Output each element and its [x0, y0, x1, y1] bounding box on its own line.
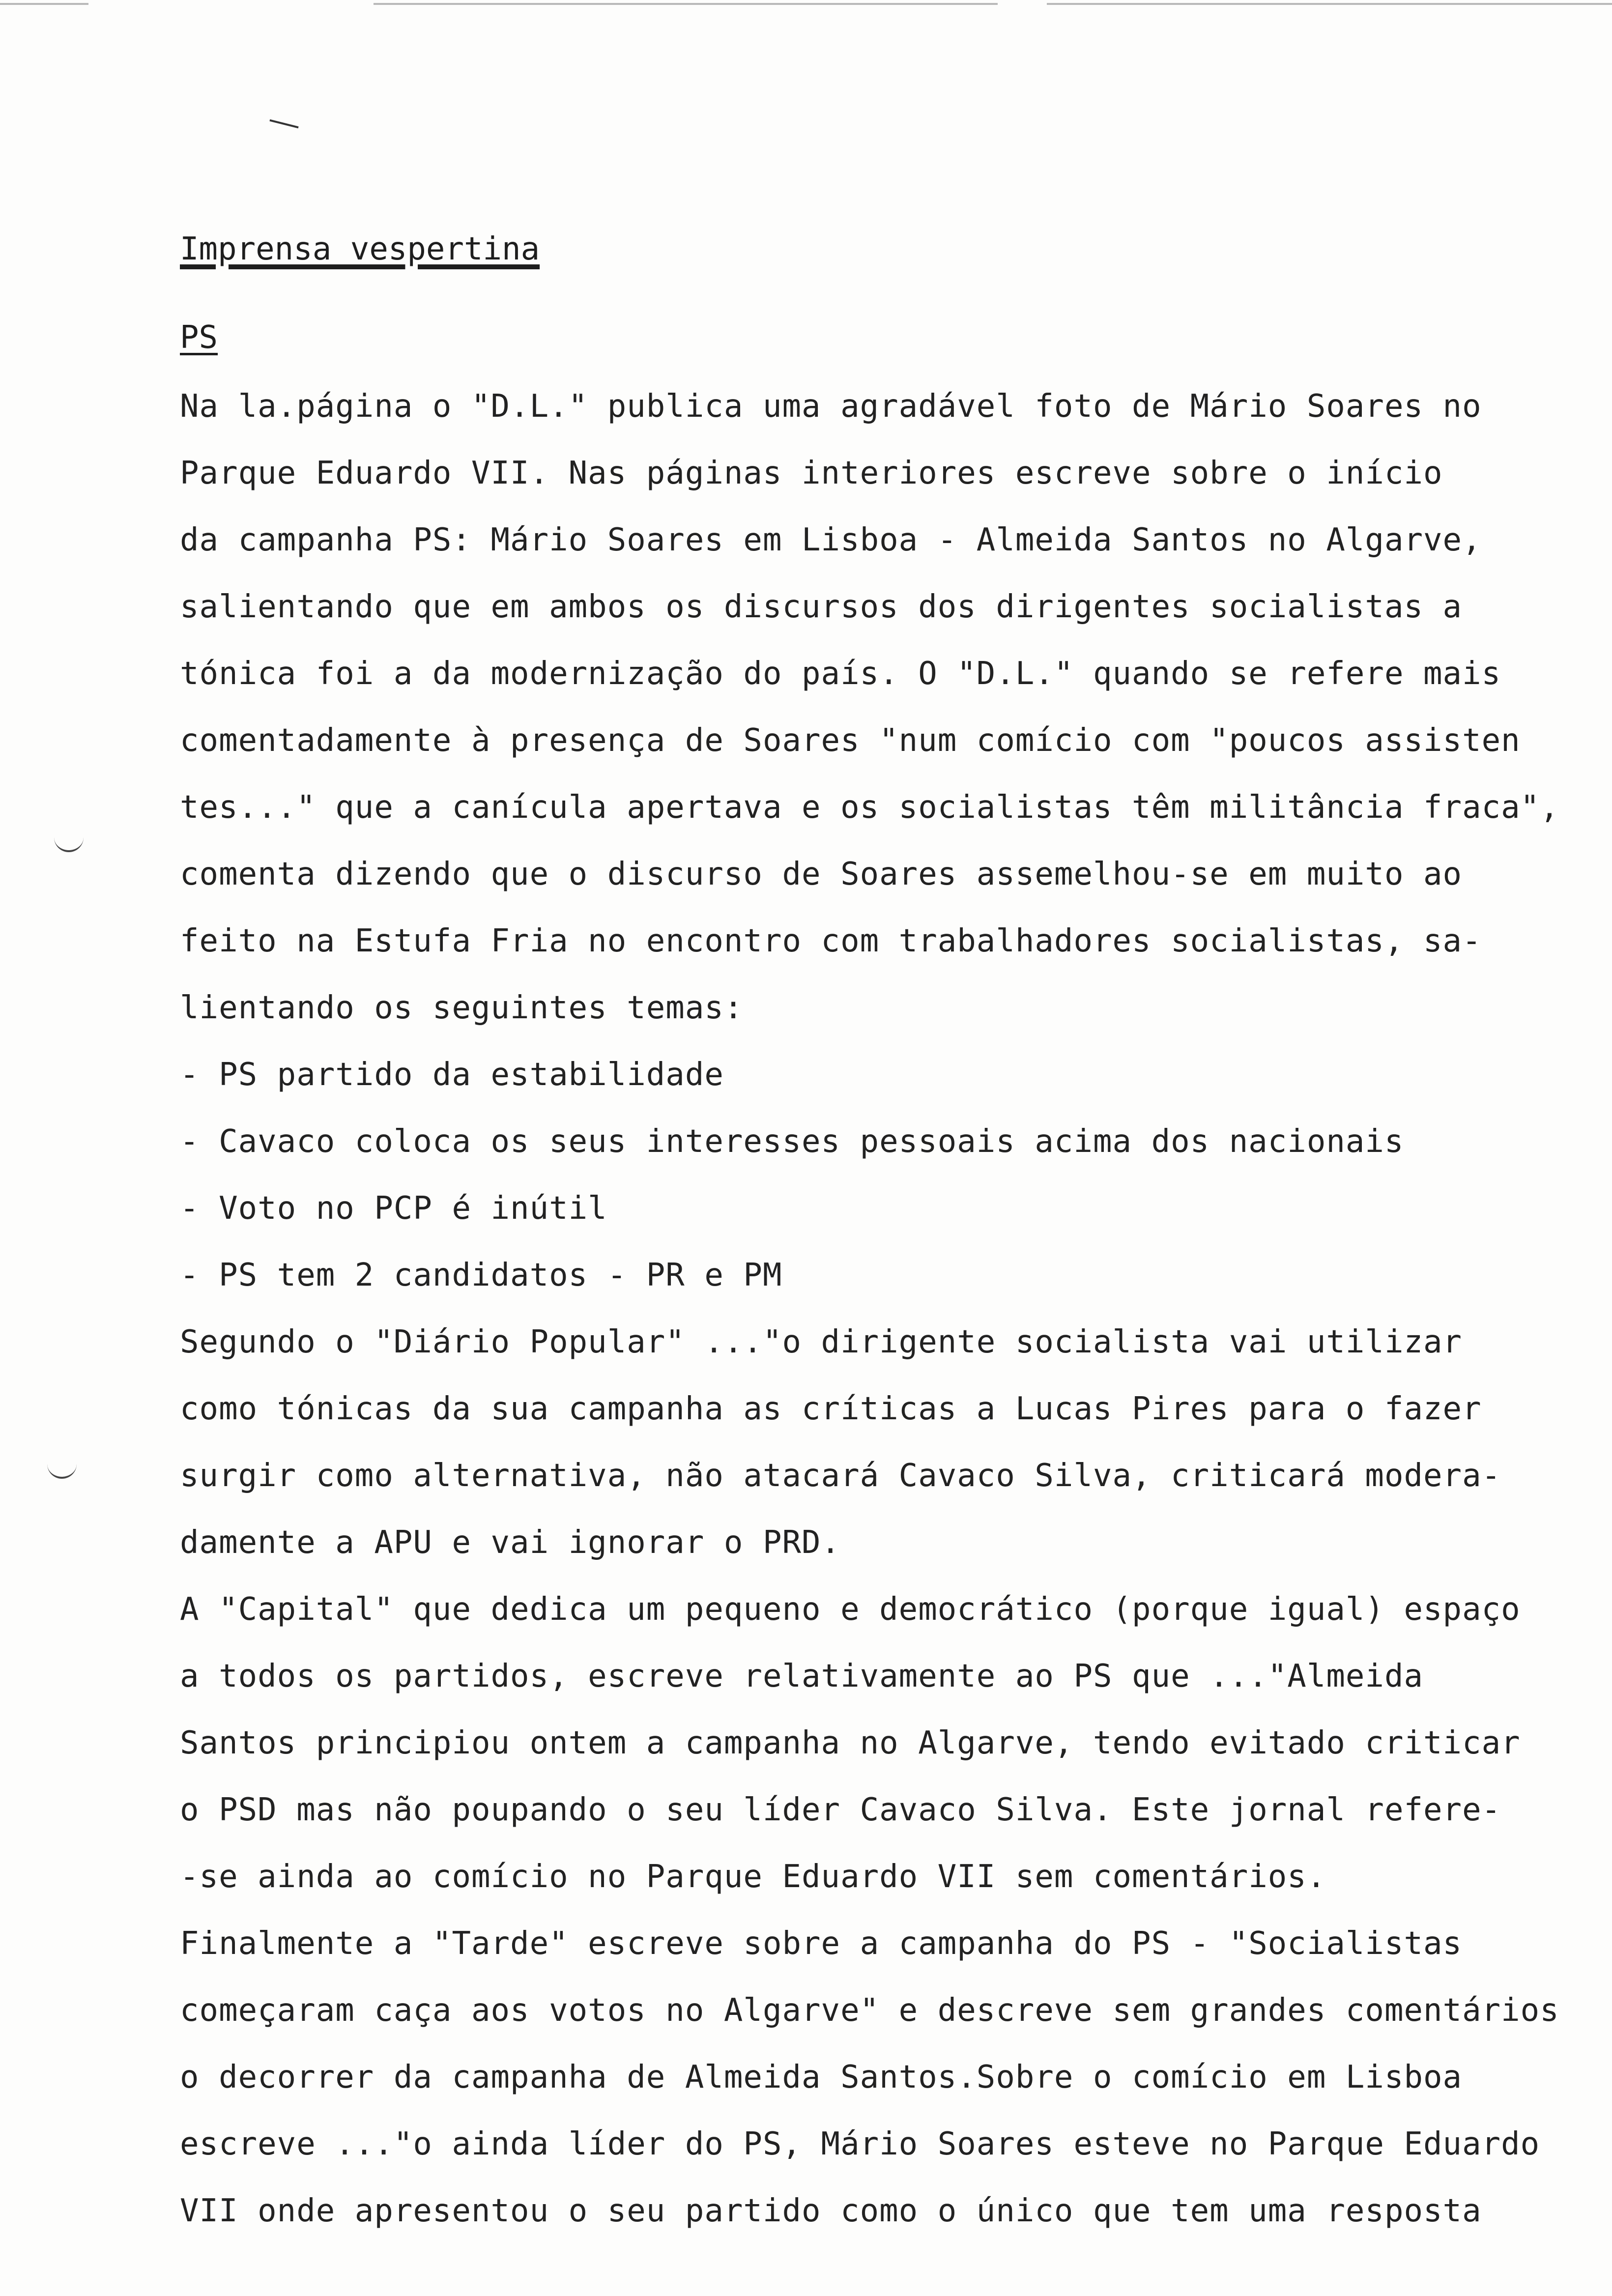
text-line: o PSD mas não poupando o seu líder Cavaco Silva. Este jornal refere- — [180, 1792, 1501, 1828]
text-line: tes..." que a canícula apertava e os socialistas têm militância fraca", — [180, 789, 1559, 826]
text-line: tónica foi a da modernização do país. O "D.L." quando se refere mais — [180, 656, 1501, 692]
text-line: A "Capital" que dedica um pequeno e democrático (porque igual) espaço — [180, 1591, 1521, 1628]
text-line: da campanha PS: Mário Soares em Lisboa - Almeida Santos no Algarve, — [180, 522, 1482, 558]
scan-edge-line — [374, 3, 998, 5]
page-heading: Imprensa vespertina — [180, 231, 540, 267]
text-line: feito na Estufa Fria no encontro com trabalhadores socialistas, sa- — [180, 923, 1482, 959]
text-line: a todos os partidos, escreve relativamente ao PS que ..."Almeida — [180, 1658, 1423, 1694]
stray-pen-mark — [269, 119, 298, 128]
text-line: como tónicas da sua campanha as críticas a Lucas Pires para o fazer — [180, 1391, 1482, 1427]
text-line: damente a APU e vai ignorar o PRD. — [180, 1524, 841, 1561]
section-title: PS — [180, 319, 218, 356]
text-line: Segundo o "Diário Popular" ..."o dirigente socialista vai utilizar — [180, 1324, 1463, 1360]
bullet-item: - PS partido da estabilidade — [180, 1057, 724, 1093]
text-line: VII onde apresentou o seu partido como o único que tem uma resposta — [180, 2193, 1482, 2229]
text-line: o decorrer da campanha de Almeida Santos.Sobre o comício em Lisboa — [180, 2059, 1463, 2095]
text-line: Parque Eduardo VII. Nas páginas interiores escreve sobre o início — [180, 455, 1443, 491]
hole-punch-mark — [54, 835, 84, 852]
text-line: Santos principiou ontem a campanha no Algarve, tendo evitado criticar — [180, 1725, 1521, 1761]
scan-edge-line — [1047, 3, 1612, 5]
scan-edge-line — [0, 3, 88, 5]
bullet-item: - Cavaco coloca os seus interesses pessoais acima dos nacionais — [180, 1123, 1404, 1160]
hole-punch-mark — [47, 1462, 77, 1479]
text-line: -se ainda ao comício no Parque Eduardo VII sem comentários. — [180, 1859, 1326, 1895]
text-line: escreve ..."o ainda líder do PS, Mário Soares esteve no Parque Eduardo — [180, 2126, 1540, 2162]
text-line: começaram caça aos votos no Algarve" e descreve sem grandes comentários — [180, 1992, 1559, 2029]
bullet-item: - Voto no PCP é inútil — [180, 1190, 607, 1227]
text-line: salientando que em ambos os discursos dos dirigentes socialistas a — [180, 589, 1463, 625]
text-line: surgir como alternativa, não atacará Cavaco Silva, criticará modera- — [180, 1458, 1501, 1494]
text-line: lientando os seguintes temas: — [180, 990, 744, 1026]
text-line: Finalmente a "Tarde" escreve sobre a campanha do PS - "Socialistas — [180, 1925, 1463, 1962]
text-line: comentadamente à presença de Soares "num comício com "poucos assisten — [180, 722, 1521, 759]
text-line: comenta dizendo que o discurso de Soares assemelhou-se em muito ao — [180, 856, 1463, 892]
bullet-item: - PS tem 2 candidatos - PR e PM — [180, 1257, 782, 1293]
text-line: Na la.página o "D.L." publica uma agradável foto de Mário Soares no — [180, 388, 1482, 425]
